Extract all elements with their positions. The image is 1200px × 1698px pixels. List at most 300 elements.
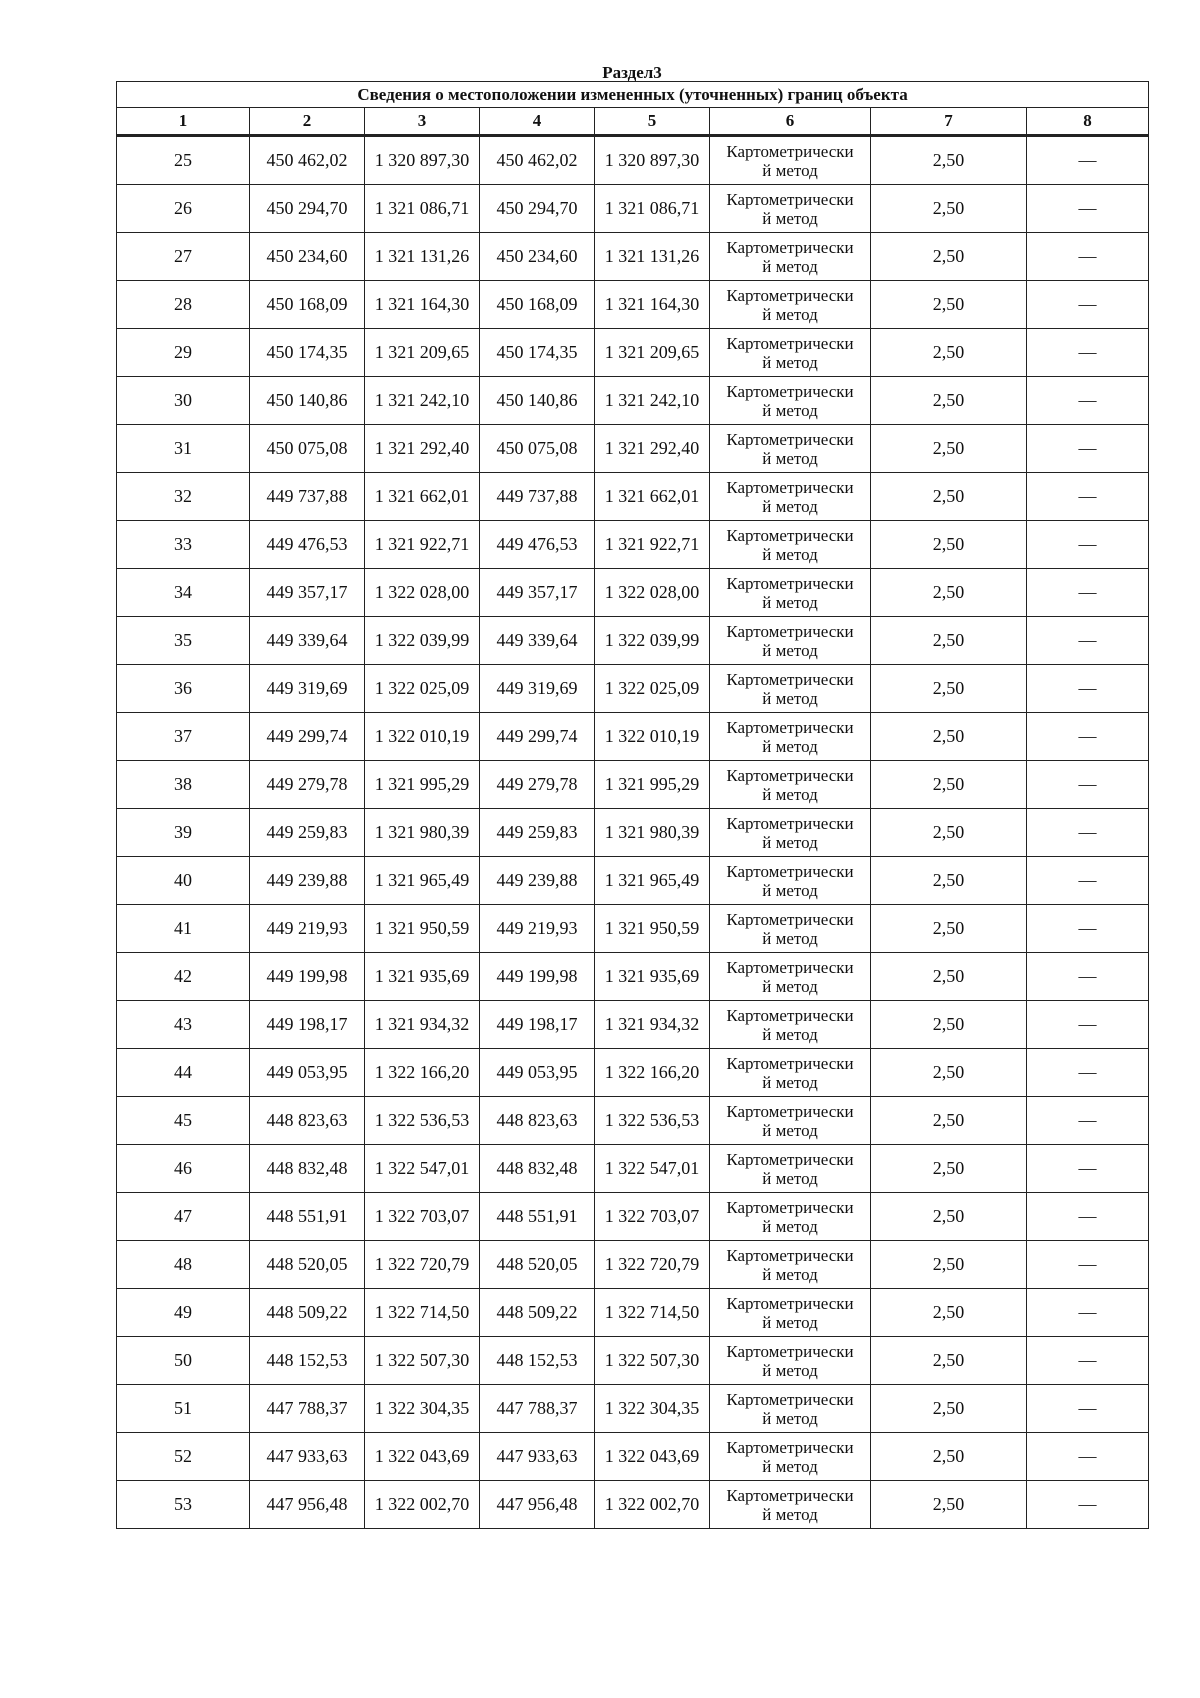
accuracy-cell: 2,50 <box>871 1385 1027 1433</box>
method-cell <box>710 1049 871 1097</box>
y-coordinate-cell: 1 321 209,65 <box>365 329 480 377</box>
column-number: 2 <box>250 108 365 136</box>
y-coordinate-new-cell: 1 322 507,30 <box>595 1337 710 1385</box>
method-text-line-2: й метод <box>762 256 818 276</box>
x-coordinate-new-cell: 447 956,48 <box>480 1481 595 1529</box>
x-coordinate-cell: 449 199,98 <box>250 953 365 1001</box>
y-coordinate-new-cell: 1 321 086,71 <box>595 185 710 233</box>
y-coordinate-new-cell: 1 321 922,71 <box>595 521 710 569</box>
description-cell: — <box>1027 425 1149 473</box>
accuracy-cell: 2,50 <box>871 905 1027 953</box>
y-coordinate-new-cell: 1 322 547,01 <box>595 1145 710 1193</box>
accuracy-cell: 2,50 <box>871 473 1027 521</box>
x-coordinate-new-cell: 449 239,88 <box>480 857 595 905</box>
description-cell: — <box>1027 185 1149 233</box>
point-number-cell: 32 <box>117 473 250 521</box>
method-text-line-1: Картометрически <box>726 237 854 257</box>
y-coordinate-cell: 1 321 131,26 <box>365 233 480 281</box>
description-cell: — <box>1027 953 1149 1001</box>
y-coordinate-cell: 1 321 965,49 <box>365 857 480 905</box>
y-coordinate-cell: 1 322 002,70 <box>365 1481 480 1529</box>
point-number-cell: 36 <box>117 665 250 713</box>
description-cell: — <box>1027 761 1149 809</box>
method-text-line-2: й метод <box>762 1168 818 1188</box>
x-coordinate-cell: 450 075,08 <box>250 425 365 473</box>
y-coordinate-new-cell: 1 322 536,53 <box>595 1097 710 1145</box>
description-cell: — <box>1027 713 1149 761</box>
x-coordinate-cell: 447 956,48 <box>250 1481 365 1529</box>
description-cell: — <box>1027 905 1149 953</box>
point-number-cell: 49 <box>117 1289 250 1337</box>
method-text-line-2: й метод <box>762 832 818 852</box>
accuracy-cell: 2,50 <box>871 425 1027 473</box>
x-coordinate-cell: 449 299,74 <box>250 713 365 761</box>
method-cell <box>710 1145 871 1193</box>
table-row <box>117 1241 1149 1289</box>
y-coordinate-new-cell: 1 322 720,79 <box>595 1241 710 1289</box>
x-coordinate-cell: 450 168,09 <box>250 281 365 329</box>
point-number-cell: 43 <box>117 1001 250 1049</box>
description-cell: — <box>1027 1385 1149 1433</box>
method-text-line-1: Картометрически <box>726 669 854 689</box>
point-number-cell: 34 <box>117 569 250 617</box>
method-cell <box>710 1481 871 1529</box>
method-cell <box>710 377 871 425</box>
method-cell <box>710 1001 871 1049</box>
description-cell: — <box>1027 1097 1149 1145</box>
x-coordinate-cell: 449 239,88 <box>250 857 365 905</box>
accuracy-cell: 2,50 <box>871 809 1027 857</box>
x-coordinate-new-cell: 449 737,88 <box>480 473 595 521</box>
description-cell: — <box>1027 1433 1149 1481</box>
method-cell <box>710 1241 871 1289</box>
method-cell <box>710 473 871 521</box>
table-row <box>117 377 1149 425</box>
x-coordinate-new-cell: 447 788,37 <box>480 1385 595 1433</box>
method-text-line-1: Картометрически <box>726 573 854 593</box>
y-coordinate-cell: 1 321 164,30 <box>365 281 480 329</box>
method-text-line-1: Картометрически <box>726 333 854 353</box>
x-coordinate-cell: 448 551,91 <box>250 1193 365 1241</box>
accuracy-cell: 2,50 <box>871 569 1027 617</box>
y-coordinate-cell: 1 321 934,32 <box>365 1001 480 1049</box>
method-text-line-1: Картометрически <box>726 1293 854 1313</box>
x-coordinate-cell: 450 140,86 <box>250 377 365 425</box>
y-coordinate-cell: 1 322 536,53 <box>365 1097 480 1145</box>
y-coordinate-cell: 1 322 720,79 <box>365 1241 480 1289</box>
coordinates-table <box>116 81 1149 1529</box>
y-coordinate-cell: 1 321 086,71 <box>365 185 480 233</box>
x-coordinate-new-cell: 450 234,60 <box>480 233 595 281</box>
x-coordinate-cell: 449 339,64 <box>250 617 365 665</box>
method-text-line-2: й метод <box>762 448 818 468</box>
description-cell: — <box>1027 1481 1149 1529</box>
x-coordinate-new-cell: 449 339,64 <box>480 617 595 665</box>
method-text-line-2: й метод <box>762 304 818 324</box>
description-cell: — <box>1027 233 1149 281</box>
x-coordinate-new-cell: 450 168,09 <box>480 281 595 329</box>
y-coordinate-new-cell: 1 321 292,40 <box>595 425 710 473</box>
y-coordinate-cell: 1 322 703,07 <box>365 1193 480 1241</box>
method-text-line-1: Картометрически <box>726 1341 854 1361</box>
description-cell: — <box>1027 281 1149 329</box>
y-coordinate-cell: 1 321 935,69 <box>365 953 480 1001</box>
method-text-line-1: Картометрически <box>726 429 854 449</box>
y-coordinate-cell: 1 322 028,00 <box>365 569 480 617</box>
method-text-line-2: й метод <box>762 784 818 804</box>
x-coordinate-new-cell: 448 152,53 <box>480 1337 595 1385</box>
y-coordinate-new-cell: 1 322 043,69 <box>595 1433 710 1481</box>
point-number-cell: 33 <box>117 521 250 569</box>
table-row <box>117 1481 1149 1529</box>
method-text-line-2: й метод <box>762 640 818 660</box>
y-coordinate-cell: 1 322 507,30 <box>365 1337 480 1385</box>
method-text-line-2: й метод <box>762 928 818 948</box>
table-row <box>117 185 1149 233</box>
y-coordinate-cell: 1 322 166,20 <box>365 1049 480 1097</box>
x-coordinate-new-cell: 450 294,70 <box>480 185 595 233</box>
y-coordinate-cell: 1 321 950,59 <box>365 905 480 953</box>
method-text-line-2: й метод <box>762 880 818 900</box>
method-text-line-2: й метод <box>762 592 818 612</box>
table-row <box>117 1337 1149 1385</box>
y-coordinate-new-cell: 1 321 662,01 <box>595 473 710 521</box>
y-coordinate-new-cell: 1 322 010,19 <box>595 713 710 761</box>
method-text-line-2: й метод <box>762 1216 818 1236</box>
y-coordinate-new-cell: 1 321 980,39 <box>595 809 710 857</box>
y-coordinate-cell: 1 321 662,01 <box>365 473 480 521</box>
method-text-line-1: Картометрически <box>726 1053 854 1073</box>
x-coordinate-cell: 449 737,88 <box>250 473 365 521</box>
method-text-line-2: й метод <box>762 1504 818 1524</box>
x-coordinate-new-cell: 450 075,08 <box>480 425 595 473</box>
x-coordinate-new-cell: 448 551,91 <box>480 1193 595 1241</box>
accuracy-cell: 2,50 <box>871 617 1027 665</box>
y-coordinate-cell: 1 321 980,39 <box>365 809 480 857</box>
point-number-cell: 47 <box>117 1193 250 1241</box>
method-cell <box>710 1385 871 1433</box>
method-text-line-1: Картометрически <box>726 1005 854 1025</box>
table-row <box>117 1433 1149 1481</box>
method-text-line-2: й метод <box>762 160 818 180</box>
y-coordinate-cell: 1 322 714,50 <box>365 1289 480 1337</box>
method-text-line-2: й метод <box>762 688 818 708</box>
x-coordinate-cell: 448 152,53 <box>250 1337 365 1385</box>
method-text-line-2: й метод <box>762 1312 818 1332</box>
accuracy-cell: 2,50 <box>871 329 1027 377</box>
table-row <box>117 473 1149 521</box>
method-cell <box>710 425 871 473</box>
accuracy-cell: 2,50 <box>871 281 1027 329</box>
method-cell <box>710 953 871 1001</box>
x-coordinate-cell: 448 832,48 <box>250 1145 365 1193</box>
table-row <box>117 1097 1149 1145</box>
y-coordinate-new-cell: 1 321 950,59 <box>595 905 710 953</box>
table-caption: Сведения о местоположении измененных (уточненных) границ объекта <box>117 82 1149 108</box>
method-text-line-2: й метод <box>762 1024 818 1044</box>
accuracy-cell: 2,50 <box>871 1241 1027 1289</box>
method-text-line-2: й метод <box>762 1120 818 1140</box>
point-number-cell: 46 <box>117 1145 250 1193</box>
method-cell <box>710 521 871 569</box>
table-body <box>117 136 1149 1529</box>
x-coordinate-new-cell: 449 279,78 <box>480 761 595 809</box>
y-coordinate-cell: 1 322 010,19 <box>365 713 480 761</box>
method-text-line-2: й метод <box>762 208 818 228</box>
method-cell <box>710 136 871 185</box>
y-coordinate-cell: 1 321 922,71 <box>365 521 480 569</box>
x-coordinate-cell: 449 279,78 <box>250 761 365 809</box>
accuracy-cell: 2,50 <box>871 665 1027 713</box>
method-text-line-1: Картометрически <box>726 1245 854 1265</box>
description-cell: — <box>1027 1001 1149 1049</box>
x-coordinate-cell: 449 198,17 <box>250 1001 365 1049</box>
table-row <box>117 905 1149 953</box>
table-row <box>117 1145 1149 1193</box>
method-cell <box>710 857 871 905</box>
method-cell <box>710 761 871 809</box>
x-coordinate-new-cell: 449 299,74 <box>480 713 595 761</box>
point-number-cell: 31 <box>117 425 250 473</box>
x-coordinate-new-cell: 450 462,02 <box>480 136 595 185</box>
method-text-line-1: Картометрически <box>726 909 854 929</box>
point-number-cell: 40 <box>117 857 250 905</box>
y-coordinate-cell: 1 322 304,35 <box>365 1385 480 1433</box>
method-cell <box>710 1097 871 1145</box>
method-text-line-1: Картометрически <box>726 477 854 497</box>
accuracy-cell: 2,50 <box>871 1481 1027 1529</box>
y-coordinate-new-cell: 1 320 897,30 <box>595 136 710 185</box>
point-number-cell: 44 <box>117 1049 250 1097</box>
x-coordinate-new-cell: 449 198,17 <box>480 1001 595 1049</box>
method-cell <box>710 665 871 713</box>
method-text-line-2: й метод <box>762 400 818 420</box>
method-cell <box>710 713 871 761</box>
y-coordinate-cell: 1 321 292,40 <box>365 425 480 473</box>
method-cell <box>710 1337 871 1385</box>
point-number-cell: 52 <box>117 1433 250 1481</box>
method-text-line-2: й метод <box>762 1360 818 1380</box>
y-coordinate-new-cell: 1 322 028,00 <box>595 569 710 617</box>
y-coordinate-new-cell: 1 322 714,50 <box>595 1289 710 1337</box>
description-cell: — <box>1027 377 1149 425</box>
method-text-line-1: Картометрически <box>726 381 854 401</box>
table-row <box>117 761 1149 809</box>
point-number-cell: 37 <box>117 713 250 761</box>
section-title: Раздел3 <box>602 63 662 82</box>
y-coordinate-new-cell: 1 322 304,35 <box>595 1385 710 1433</box>
y-coordinate-new-cell: 1 322 025,09 <box>595 665 710 713</box>
x-coordinate-new-cell: 449 357,17 <box>480 569 595 617</box>
accuracy-cell: 2,50 <box>871 713 1027 761</box>
method-text-line-1: Картометрически <box>726 1197 854 1217</box>
y-coordinate-new-cell: 1 322 166,20 <box>595 1049 710 1097</box>
method-text-line-2: й метод <box>762 496 818 516</box>
point-number-cell: 45 <box>117 1097 250 1145</box>
description-cell: — <box>1027 1241 1149 1289</box>
point-number-cell: 29 <box>117 329 250 377</box>
x-coordinate-cell: 449 357,17 <box>250 569 365 617</box>
y-coordinate-new-cell: 1 322 002,70 <box>595 1481 710 1529</box>
x-coordinate-new-cell: 448 823,63 <box>480 1097 595 1145</box>
x-coordinate-new-cell: 449 259,83 <box>480 809 595 857</box>
table-row <box>117 1193 1149 1241</box>
y-coordinate-new-cell: 1 321 242,10 <box>595 377 710 425</box>
table-row <box>117 665 1149 713</box>
point-number-cell: 48 <box>117 1241 250 1289</box>
description-cell: — <box>1027 665 1149 713</box>
table-row <box>117 953 1149 1001</box>
y-coordinate-new-cell: 1 322 703,07 <box>595 1193 710 1241</box>
accuracy-cell: 2,50 <box>871 761 1027 809</box>
accuracy-cell: 2,50 <box>871 233 1027 281</box>
accuracy-cell: 2,50 <box>871 1097 1027 1145</box>
method-text-line-1: Картометрически <box>726 189 854 209</box>
x-coordinate-cell: 449 259,83 <box>250 809 365 857</box>
point-number-cell: 35 <box>117 617 250 665</box>
method-cell <box>710 281 871 329</box>
table-row <box>117 713 1149 761</box>
point-number-cell: 50 <box>117 1337 250 1385</box>
point-number-cell: 53 <box>117 1481 250 1529</box>
x-coordinate-new-cell: 450 140,86 <box>480 377 595 425</box>
x-coordinate-cell: 447 788,37 <box>250 1385 365 1433</box>
x-coordinate-new-cell: 449 219,93 <box>480 905 595 953</box>
table-row <box>117 425 1149 473</box>
x-coordinate-new-cell: 447 933,63 <box>480 1433 595 1481</box>
column-number: 8 <box>1027 108 1149 136</box>
x-coordinate-new-cell: 448 832,48 <box>480 1145 595 1193</box>
point-number-cell: 39 <box>117 809 250 857</box>
method-text-line-2: й метод <box>762 1264 818 1284</box>
x-coordinate-new-cell: 449 199,98 <box>480 953 595 1001</box>
method-text-line-1: Картометрически <box>726 285 854 305</box>
point-number-cell: 38 <box>117 761 250 809</box>
y-coordinate-new-cell: 1 321 209,65 <box>595 329 710 377</box>
table-row <box>117 809 1149 857</box>
table-row <box>117 1049 1149 1097</box>
method-text-line-1: Картометрически <box>726 1149 854 1169</box>
accuracy-cell: 2,50 <box>871 1001 1027 1049</box>
x-coordinate-new-cell: 450 174,35 <box>480 329 595 377</box>
y-coordinate-cell: 1 320 897,30 <box>365 136 480 185</box>
x-coordinate-cell: 448 509,22 <box>250 1289 365 1337</box>
column-number: 4 <box>480 108 595 136</box>
accuracy-cell: 2,50 <box>871 1193 1027 1241</box>
method-text-line-1: Картометрически <box>726 1389 854 1409</box>
point-number-cell: 30 <box>117 377 250 425</box>
description-cell: — <box>1027 1193 1149 1241</box>
x-coordinate-cell: 450 234,60 <box>250 233 365 281</box>
method-text-line-1: Картометрически <box>726 957 854 977</box>
column-number: 6 <box>710 108 871 136</box>
x-coordinate-new-cell: 449 053,95 <box>480 1049 595 1097</box>
y-coordinate-new-cell: 1 321 995,29 <box>595 761 710 809</box>
table-row <box>117 281 1149 329</box>
method-text-line-1: Картометрически <box>726 141 854 161</box>
table-row <box>117 329 1149 377</box>
table-row <box>117 617 1149 665</box>
method-text-line-1: Картометрически <box>726 525 854 545</box>
description-cell: — <box>1027 1145 1149 1193</box>
table-row <box>117 233 1149 281</box>
y-coordinate-cell: 1 322 039,99 <box>365 617 480 665</box>
description-cell: — <box>1027 473 1149 521</box>
y-coordinate-cell: 1 322 025,09 <box>365 665 480 713</box>
point-number-cell: 26 <box>117 185 250 233</box>
description-cell: — <box>1027 809 1149 857</box>
column-number-row <box>117 108 1149 136</box>
accuracy-cell: 2,50 <box>871 377 1027 425</box>
x-coordinate-cell: 449 319,69 <box>250 665 365 713</box>
point-number-cell: 28 <box>117 281 250 329</box>
point-number-cell: 27 <box>117 233 250 281</box>
accuracy-cell: 2,50 <box>871 521 1027 569</box>
x-coordinate-cell: 449 053,95 <box>250 1049 365 1097</box>
y-coordinate-cell: 1 322 043,69 <box>365 1433 480 1481</box>
description-cell: — <box>1027 521 1149 569</box>
x-coordinate-cell: 450 294,70 <box>250 185 365 233</box>
x-coordinate-cell: 447 933,63 <box>250 1433 365 1481</box>
method-text-line-2: й метод <box>762 736 818 756</box>
accuracy-cell: 2,50 <box>871 953 1027 1001</box>
x-coordinate-cell: 448 823,63 <box>250 1097 365 1145</box>
y-coordinate-new-cell: 1 321 935,69 <box>595 953 710 1001</box>
description-cell: — <box>1027 1337 1149 1385</box>
method-text-line-2: й метод <box>762 1408 818 1428</box>
column-number: 7 <box>871 108 1027 136</box>
x-coordinate-new-cell: 448 520,05 <box>480 1241 595 1289</box>
table-row <box>117 136 1149 185</box>
description-cell: — <box>1027 617 1149 665</box>
method-cell <box>710 1433 871 1481</box>
table-row <box>117 569 1149 617</box>
y-coordinate-new-cell: 1 321 965,49 <box>595 857 710 905</box>
x-coordinate-cell: 450 462,02 <box>250 136 365 185</box>
y-coordinate-new-cell: 1 322 039,99 <box>595 617 710 665</box>
point-number-cell: 51 <box>117 1385 250 1433</box>
method-cell <box>710 1289 871 1337</box>
x-coordinate-new-cell: 448 509,22 <box>480 1289 595 1337</box>
x-coordinate-new-cell: 449 476,53 <box>480 521 595 569</box>
x-coordinate-new-cell: 449 319,69 <box>480 665 595 713</box>
y-coordinate-new-cell: 1 321 934,32 <box>595 1001 710 1049</box>
point-number-cell: 41 <box>117 905 250 953</box>
accuracy-cell: 2,50 <box>871 1433 1027 1481</box>
method-cell <box>710 809 871 857</box>
method-text-line-2: й метод <box>762 1072 818 1092</box>
accuracy-cell: 2,50 <box>871 136 1027 185</box>
method-text-line-1: Картометрически <box>726 1485 854 1505</box>
description-cell: — <box>1027 857 1149 905</box>
method-text-line-1: Картометрически <box>726 765 854 785</box>
x-coordinate-cell: 450 174,35 <box>250 329 365 377</box>
column-number: 5 <box>595 108 710 136</box>
y-coordinate-new-cell: 1 321 131,26 <box>595 233 710 281</box>
method-text-line-1: Картометрически <box>726 1437 854 1457</box>
method-text-line-2: й метод <box>762 352 818 372</box>
method-cell <box>710 1193 871 1241</box>
y-coordinate-cell: 1 321 242,10 <box>365 377 480 425</box>
method-cell <box>710 905 871 953</box>
method-text-line-1: Картометрически <box>726 861 854 881</box>
table-row <box>117 1289 1149 1337</box>
description-cell: — <box>1027 136 1149 185</box>
accuracy-cell: 2,50 <box>871 1337 1027 1385</box>
method-text-line-1: Картометрически <box>726 621 854 641</box>
point-number-cell: 25 <box>117 136 250 185</box>
method-text-line-2: й метод <box>762 976 818 996</box>
